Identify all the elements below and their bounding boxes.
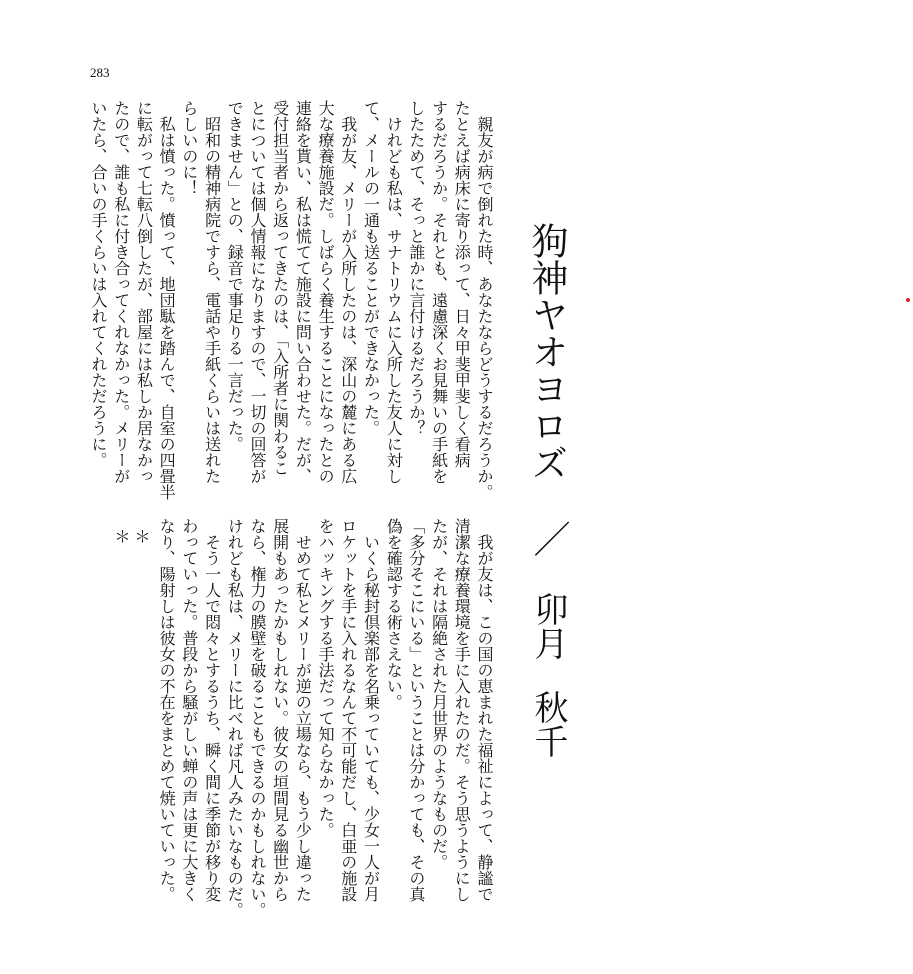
text-line: たので、誰も私に付き合ってくれなかった。メリーが [111,100,131,484]
text-line: なり、陽射しは彼女の不在をまとめて焼いていった。 [157,518,177,902]
body-text-upper [86,100,495,500]
page-number: 283 [90,65,110,80]
text-line: けれども私は、サナトリウムに入所した友人に対し [384,100,404,484]
text-line: 大な療養施設だ。しばらく養生することになったとの [316,100,336,484]
text-line: たが、それは隔絶された月世界のようなものだ。 [429,518,449,870]
author-name [528,592,568,758]
text-line: 昭和の精神病院ですら、電話や手紙くらいは送れた [202,100,222,484]
text-line: 清潔な療養環境を手に入れたのだ。そう思うようにし [452,518,472,902]
text-line: 親友が病で倒れた時、あなたならどうするだろうか。 [475,100,494,500]
text-line: をハッキングする手法だって知らなかった。 [316,518,336,838]
text-line: に転がって七転八倒したが、部屋には私しか居なかっ [134,100,154,484]
red-marker-dot [906,298,910,302]
text-line: たとえば病床に寄り添って、日々甲斐甲斐しく看病 [452,100,472,468]
text-line: らしいのに！ [179,100,199,196]
text-line: わっていった。普段から騒がしい蝉の声は更に大きく [179,518,199,902]
text-line: 受付担当者から返ってきたのは、「入所者に関わるこ [270,100,290,476]
text-line: 我が友は、この国の恵まれた福祉によって、静謐で [475,518,494,902]
text-line: そう一人で悶々とするうち、瞬く間に季節が移り変 [202,518,222,902]
text-line: いくら秘封倶楽部を名乗っていても、少女一人が月 [361,518,381,902]
text-line: したためて、そっと誰かに言付けるだろうか？ [406,100,426,436]
body-text-lower [154,518,495,918]
text-line: できません」との、録音で事足りる一言だった。 [225,100,245,452]
text-line: いたら、合いの手くらいは入れてくれただろうに。 [89,100,109,468]
scene-break-asterisk: ＊ [112,528,131,544]
text-line: するだろうか。それとも、遠慮深くお見舞いの手紙を [429,100,449,484]
scene-break-asterisk: ＊ [132,528,151,544]
title-separator: ／ [527,520,570,557]
text-line: て、メールの一通も送ることができなかった。 [361,100,381,436]
text-line: けれども私は、メリーに比べれば凡人みたいなものだ。 [225,518,245,918]
text-line: 偽を確認する術さえない。 [384,518,404,710]
text-line: とについては個人情報になりますので、一切の回答が [247,100,267,484]
text-line: 展開もあったかもしれない。彼女の垣間見る幽世から [270,518,290,902]
text-line: ロケットを手に入れるなんて不可能だし、白亜の施設 [338,518,358,902]
author-family-name: 卯月 [528,592,568,660]
scene-break [111,528,151,544]
text-line: 「多分そこにいる」ということは分かっても、その真 [406,518,426,902]
text-line: 連絡を貰い、私は慌てて施設に問い合わせた。だが、 [293,100,313,484]
story-title: 狗神ヤオヨロズ [525,222,568,481]
author-given-name: 秋千 [528,690,568,758]
text-line: せめて私とメリーが逆の立場なら、もう少し違った [293,518,313,902]
text-line: 我が友、メリーが入所したのは、深山の麓にある広 [338,100,358,484]
text-line: 私は憤った。憤って、地団駄を踏んで、自室の四畳半 [157,100,177,500]
text-line: なら、権力の膜壁を破ることもできるのかもしれない。 [247,518,267,918]
